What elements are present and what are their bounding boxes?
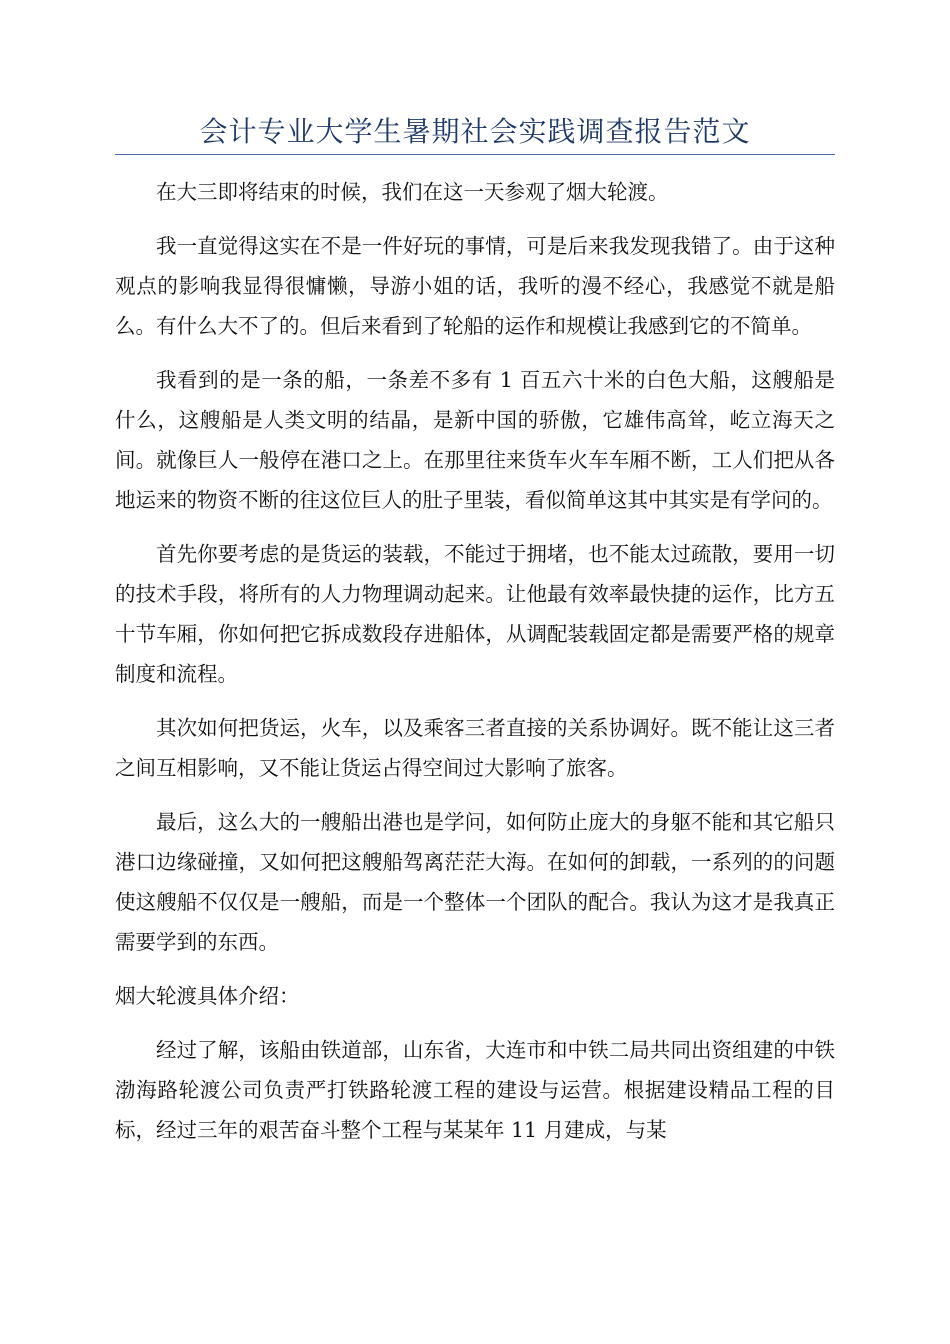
- section-heading: 烟大轮渡具体介绍：: [115, 984, 300, 1008]
- paragraph: 其次如何把货运，火车，以及乘客三者直接的关系协调好。既不能让这三者之间互相影响，又不能让货运占得空间过大影响了旅客。: [115, 716, 835, 780]
- title-underline: [115, 154, 835, 155]
- paragraph: 在大三即将结束的时候，我们在这一天参观了烟大轮渡。: [156, 180, 669, 204]
- paragraph: 首先你要考虑的是货运的装载，不能过于拥堵，也不能太过疏散，要用一切的技术手段，将所有的人力物理调动起来。让他最有效率最快捷的运作，比方五十节车厢，你如何把它拆成数段存进船体，从调配装载固定都是需要严格的规章制度和流程。: [115, 542, 835, 686]
- document-title: 会计专业大学生暑期社会实践调查报告范文: [199, 115, 751, 148]
- paragraph: 经过了解，该船由铁道部，山东省，大连市和中铁二局共同出资组建的中铁渤海路轮渡公司负责严打铁路轮渡工程的建设与运营。根据建设精品工程的目标，经过三年的艰苦奋斗整个工程与某某年 11 月建成，与某: [115, 1038, 835, 1142]
- document-body: [115, 172, 835, 1164]
- paragraph: 我看到的是一条的船，一条差不多有 1 百五六十米的白色大船，这艘船是什么，这艘船是人类文明的结晶，是新中国的骄傲，它雄伟高耸，屹立海天之间。就像巨人一般停在港口之上。在那里往来货车火车车厢不断，工人们把从各地运来的物资不断的往这位巨人的肚子里装，看似简单这其中其实是有学问的。: [115, 368, 835, 512]
- paragraph: 我一直觉得这实在不是一件好玩的事情，可是后来我发现我错了。由于这种观点的影响我显得很慵懒，导游小姐的话，我听的漫不经心，我感觉不就是船么。有什么大不了的。但后来看到了轮船的运作和规模让我感到它的不简单。: [115, 234, 835, 338]
- paragraph: 最后，这么大的一艘船出港也是学问，如何防止庞大的身躯不能和其它船只港口边缘碰撞，又如何把这艘船驾离茫茫大海。在如何的卸载，一系列的的问题使这艘船不仅仅是一艘船，而是一个整体一个团队的配合。我认为这才是我真正需要学到的东西。: [115, 810, 835, 954]
